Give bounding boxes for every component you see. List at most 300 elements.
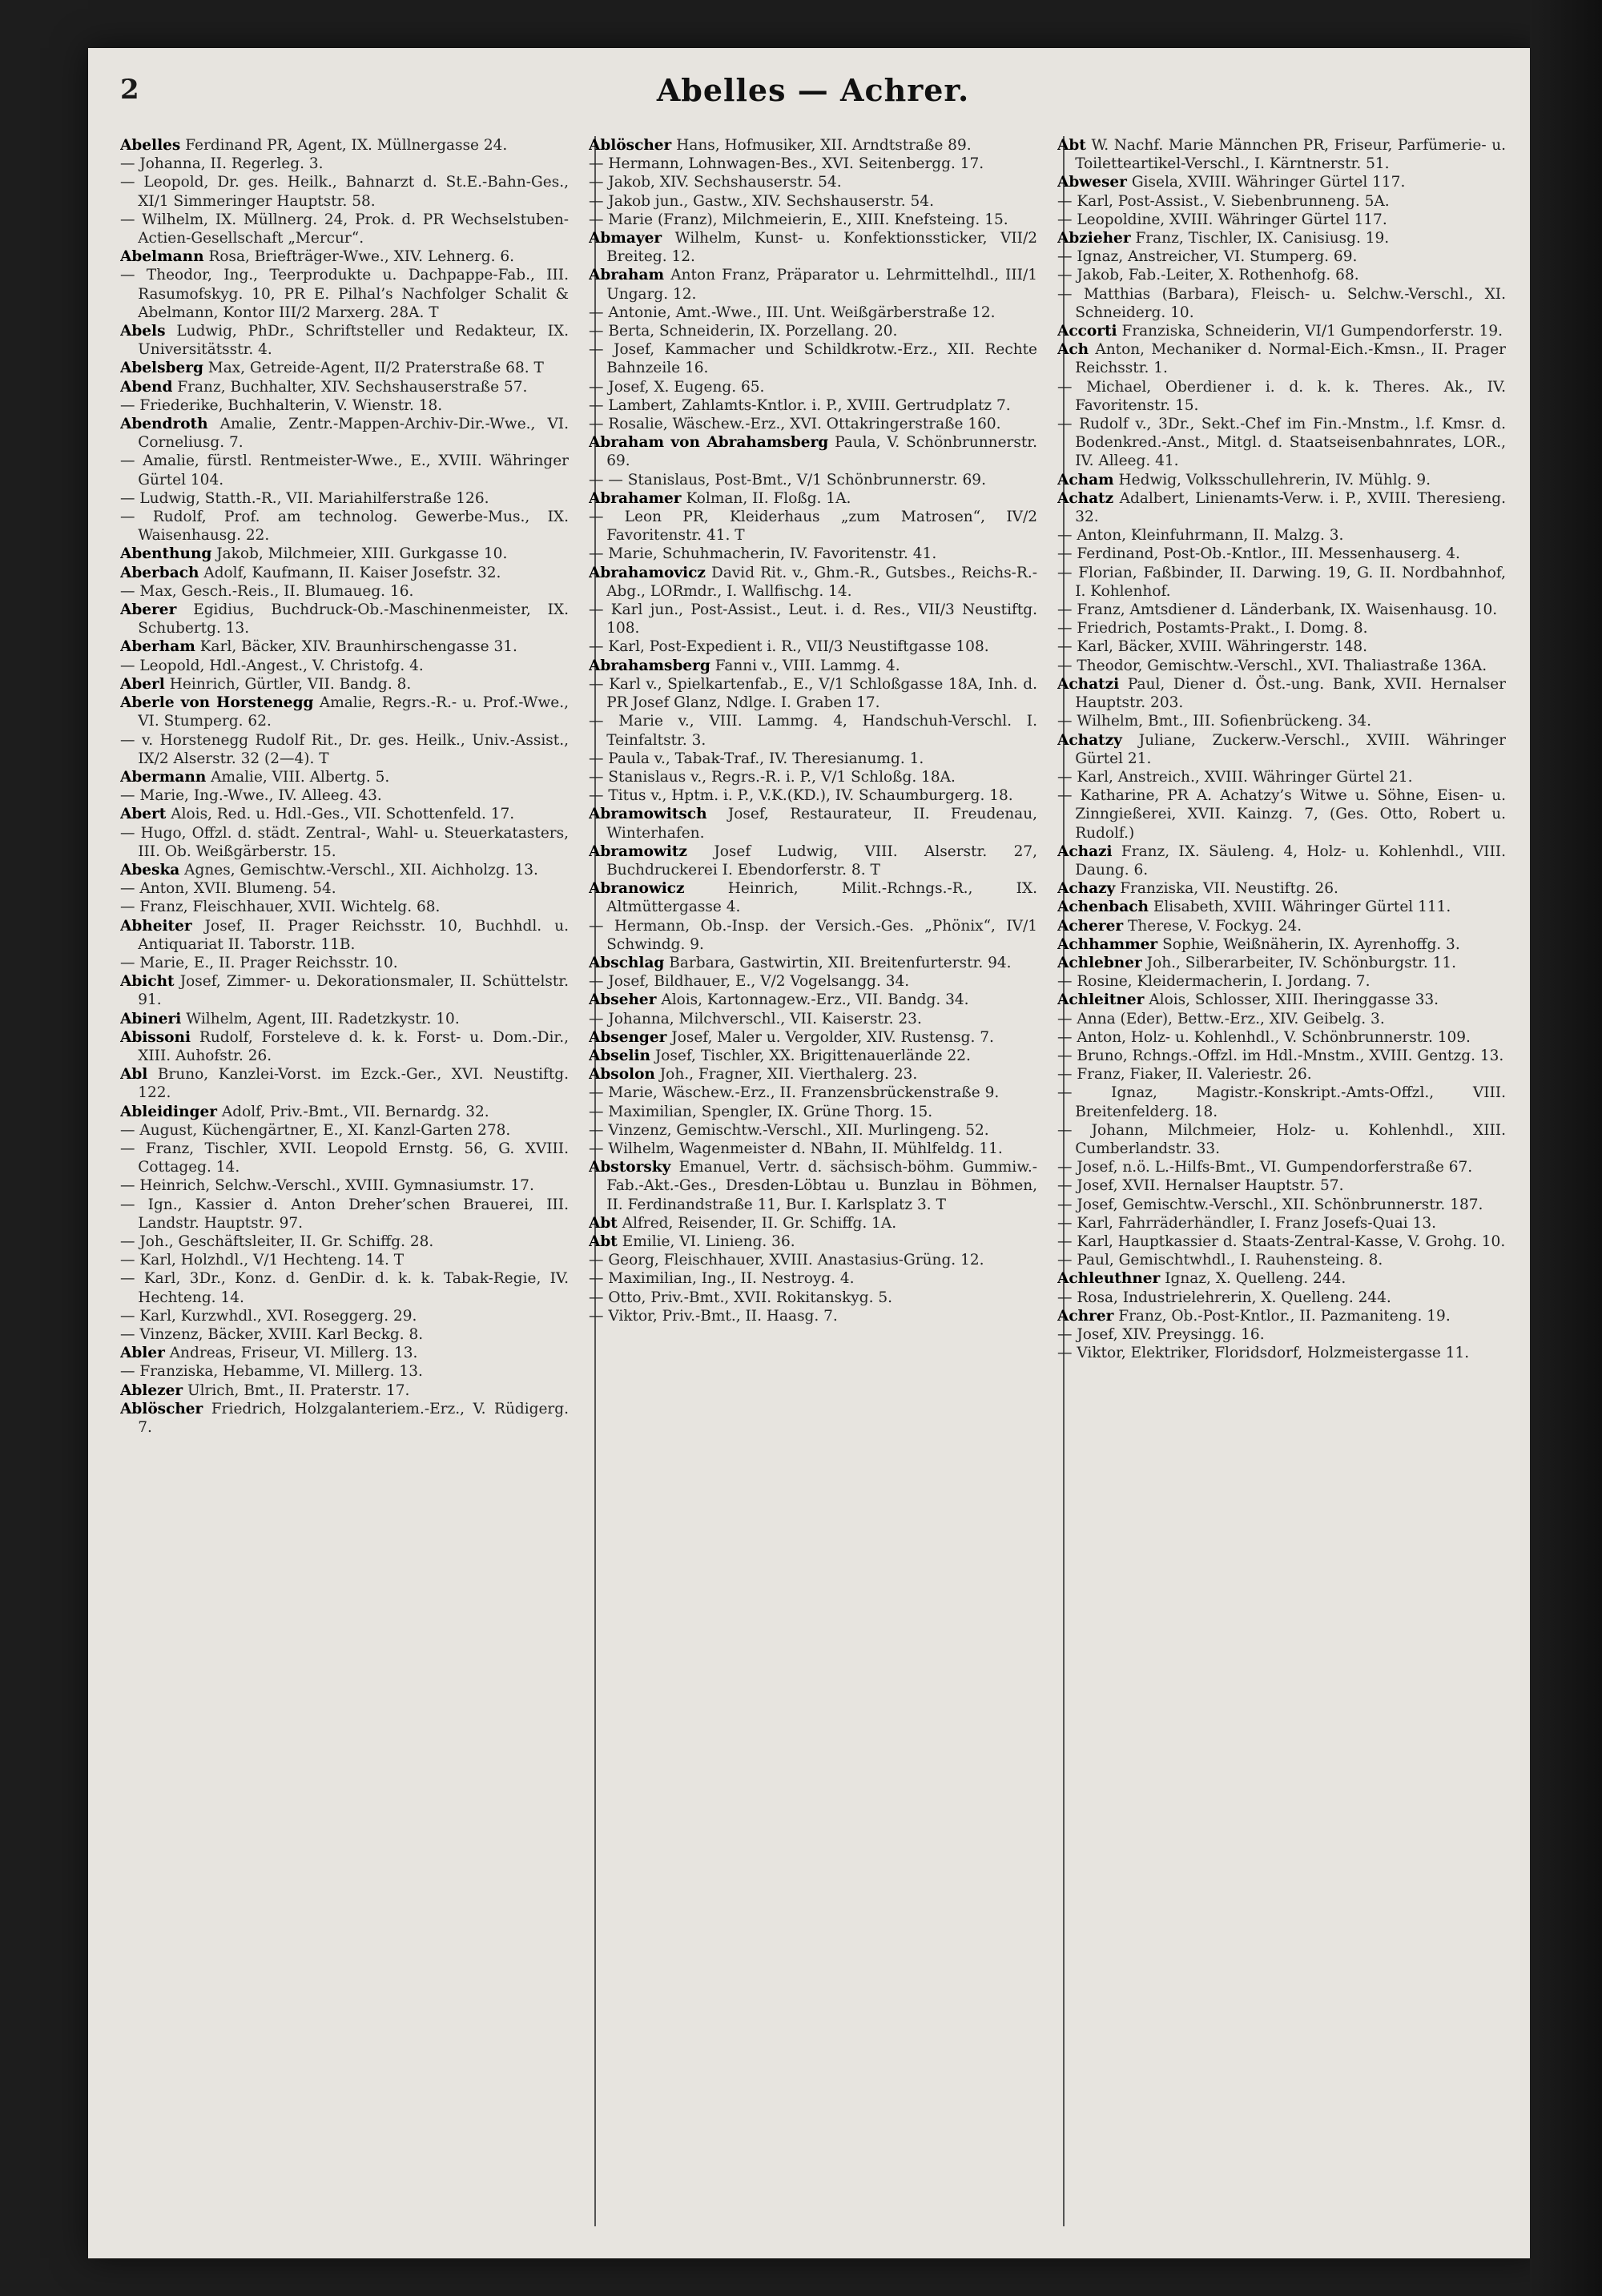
entry-surname: Abl (120, 1066, 148, 1084)
entry-text: — Marie (Franz), Milchmeierin, E., XIII. Knefsteing. 15. (589, 211, 1008, 228)
directory-entry (589, 657, 1037, 675)
entry-text: — Karl, Fahrräderhändler, I. Franz Josefs-Quai 13. (1057, 1214, 1437, 1232)
directory-entry (589, 340, 1037, 377)
directory-entry (120, 508, 569, 545)
entry-text: Emilie, VI. Linieng. 36. (622, 1232, 795, 1250)
directory-entry (120, 378, 569, 396)
column-3 (1057, 136, 1506, 2226)
entry-text: — Karl, Post-Expedient i. R., VII/3 Neustiftgasse 108. (589, 638, 989, 656)
entry-surname: Aberl (120, 675, 165, 693)
entry-surname: Abler (120, 1345, 165, 1362)
directory-entry (120, 266, 569, 322)
entry-text: — Anton, XVII. Blumeng. 54. (120, 880, 336, 898)
directory-entry (120, 1400, 569, 1437)
directory-entry (120, 694, 569, 730)
directory-entry (589, 304, 1037, 322)
directory-entry (589, 1289, 1037, 1307)
page-header (120, 67, 1506, 123)
entry-text: Franz, Ob.-Post-Kntlor., II. Pazmaniteng. 19. (1118, 1307, 1451, 1325)
entry-surname: Abelmann (120, 248, 204, 266)
entry-surname: Abt (589, 1232, 618, 1250)
directory-entry (1057, 1214, 1506, 1232)
directory-entry (589, 1028, 1037, 1047)
directory-entry (1057, 1307, 1506, 1325)
directory-entry (1057, 564, 1506, 601)
entry-text: — Berta, Schneiderin, IX. Porzellang. 20. (589, 323, 898, 340)
entry-surname: Ach (1057, 341, 1089, 359)
directory-entry (589, 1121, 1037, 1140)
directory-entry (589, 155, 1037, 173)
directory-entry (120, 731, 569, 768)
directory-entry (1057, 1121, 1506, 1158)
directory-entry (1057, 322, 1506, 340)
entry-surname: Accorti (1057, 323, 1117, 340)
entry-text: Paul, Diener d. Öst.-ung. Bank, XVII. Hernalser Hauptstr. 203. (1075, 675, 1506, 712)
entry-text: — August, Küchengärtner, E., XI. Kanzl-Garten 278. (120, 1121, 511, 1139)
directory-entry (120, 173, 569, 210)
directory-entry (120, 1325, 569, 1344)
directory-entry (120, 247, 569, 266)
entry-text: Josef, Tischler, XX. Brigittenauerlände 22. (654, 1047, 971, 1064)
entry-text: Sophie, Weißnäherin, IX. Ayrenhoffg. 3. (1162, 935, 1460, 953)
entry-text: Alois, Red. u. Hdl.-Ges., VII. Schottenfeld. 17. (171, 806, 515, 823)
directory-entry (1057, 1047, 1506, 1065)
directory-entry (120, 1251, 569, 1269)
directory-entry (589, 601, 1037, 637)
directory-entry (589, 136, 1037, 155)
entry-text: — Jakob, XIV. Sechshauserstr. 54. (589, 174, 842, 191)
entry-text: Josef Ludwig, VIII. Alserstr. 27, Buchdruckerei I. Ebendorferstr. 8. T (606, 842, 1037, 879)
entry-surname: Achleuthner (1057, 1270, 1161, 1288)
directory-entry (589, 471, 1037, 489)
directory-entry (1057, 1084, 1506, 1120)
entry-surname: Ablezer (120, 1381, 183, 1399)
entry-surname: Abelsberg (120, 360, 203, 377)
directory-entry (1057, 526, 1506, 545)
entry-text: — Bruno, Rchngs.-Offzl. im Hdl.-Mnstm., XVIII. Gentzg. 13. (1057, 1047, 1504, 1064)
directory-entry (1057, 285, 1506, 322)
entry-text: Elisabeth, XVIII. Währinger Gürtel 111. (1153, 899, 1451, 916)
entry-surname: Aberer (120, 601, 177, 619)
entry-text: — Ignaz, Magistr.-Konskript.-Amts-Offzl., VIII. Breitenfelderg. 18. (1057, 1084, 1506, 1120)
entry-text: — Anton, Holz- u. Kohlenhdl., V. Schönbrunnerstr. 109. (1057, 1028, 1471, 1046)
directory-entry (589, 545, 1037, 563)
entry-text: Ulrich, Bmt., II. Praterstr. 17. (187, 1381, 410, 1399)
directory-entry (120, 155, 569, 173)
entry-surname: Ableidinger (120, 1103, 217, 1120)
entry-text: — Viktor, Priv.-Bmt., II. Haasg. 7. (589, 1307, 838, 1325)
entry-text: — Franz, Tischler, XVII. Leopold Ernstg. 56, G. XVIII. Cottageg. 14. (120, 1140, 569, 1176)
entry-surname: Ablöscher (120, 1400, 203, 1417)
entry-text: — Paula v., Tabak-Traf., IV. Theresianumg. 1. (589, 750, 924, 767)
directory-entry (120, 1010, 569, 1028)
entry-surname: Abseher (589, 991, 657, 1009)
directory-entry (1057, 1232, 1506, 1251)
entry-surname: Absolon (589, 1066, 655, 1084)
entry-text: — Josef, XVII. Hernalser Hauptstr. 57. (1057, 1177, 1344, 1195)
entry-surname: Abeska (120, 861, 180, 879)
directory-entry (120, 1307, 569, 1325)
entry-surname: Abend (120, 378, 173, 396)
entry-text: Adolf, Priv.-Bmt., VII. Bernardg. 32. (221, 1103, 489, 1120)
entry-surname: Achhammer (1057, 935, 1158, 953)
directory-entry (1057, 1289, 1506, 1307)
directory-entry (1057, 229, 1506, 247)
directory-entry (120, 972, 569, 1009)
directory-entry (120, 136, 569, 155)
entry-text: — Wilhelm, Wagenmeister d. NBahn, II. Mühlfeldg. 11. (589, 1140, 1003, 1157)
entry-text: — Josef, Gemischtw.-Verschl., XII. Schönbrunnerstr. 187. (1057, 1196, 1483, 1213)
entry-text: — Karl, Kurzwhdl., XVI. Roseggerg. 29. (120, 1307, 417, 1325)
directory-entry (120, 1103, 569, 1121)
directory-entry (120, 545, 569, 563)
directory-entry (589, 1065, 1037, 1084)
entry-surname: Abramowitz (589, 842, 687, 860)
directory-entry (120, 637, 569, 656)
entry-text: — Rosa, Industrielehrerin, X. Quelleng. 244. (1057, 1289, 1391, 1306)
directory-entry (589, 879, 1037, 916)
entry-surname: Abineri (120, 1010, 182, 1027)
directory-entry (589, 1232, 1037, 1251)
entry-text: — Ludwig, Statth.-R., VII. Mariahilferstraße 126. (120, 489, 489, 507)
entry-text: — v. Horstenegg Rudolf Rit., Dr. ges. Heilk., Univ.-Assist., IX/2 Alserstr. 32 (2—4). T (120, 731, 569, 767)
entry-surname: Abt (589, 1214, 618, 1232)
entry-text: Joh., Silberarbeiter, IV. Schönburgstr. 11. (1146, 954, 1457, 971)
entry-text: Rudolf, Forsteleve d. k. k. Forst- u. Dom.-Dir., XIII. Auhofstr. 26. (138, 1028, 569, 1064)
directory-entry (1057, 471, 1506, 489)
entry-text: Kolman, II. Floßg. 1A. (686, 489, 851, 507)
entry-text: Therese, V. Fockyg. 24. (1128, 917, 1302, 935)
entry-surname: Achrer (1057, 1307, 1114, 1325)
entry-text: — Georg, Fleischhauer, XVIII. Anastasius-Grüng. 12. (589, 1252, 984, 1269)
entry-surname: Abselin (589, 1047, 650, 1064)
directory-entry (120, 1140, 569, 1176)
directory-entry (1057, 1065, 1506, 1084)
directory-entry (1057, 637, 1506, 656)
entry-text: — Otto, Priv.-Bmt., XVII. Rokitanskyg. 5. (589, 1289, 893, 1306)
directory-entry (1057, 415, 1506, 471)
directory-entry (1057, 489, 1506, 526)
entry-text: — Anton, Kleinfuhrmann, II. Malzg. 3. (1057, 527, 1344, 545)
entry-text: — Leopold, Hdl.-Angest., V. Christofg. 4. (120, 657, 424, 674)
directory-entry (120, 1196, 569, 1232)
directory-entry (120, 415, 569, 452)
directory-entry (1057, 657, 1506, 675)
entry-text: Joh., Fragner, XII. Vierthalerg. 23. (659, 1066, 918, 1084)
entry-text: — Wilhelm, Bmt., III. Sofienbrückeng. 34. (1057, 713, 1371, 730)
entry-text: — Josef, X. Eugeng. 65. (589, 378, 765, 396)
entry-text: — Florian, Faßbinder, II. Darwing. 19, G. II. Nordbahnhof, I. Kohlenhof. (1057, 564, 1506, 600)
directory-entry (120, 879, 569, 898)
directory-entry (120, 675, 569, 694)
entry-text: — Jakob, Fab.-Leiter, X. Rothenhofg. 68. (1057, 267, 1359, 284)
directory-entry (589, 322, 1037, 340)
directory-entry (120, 396, 569, 415)
entry-text: — Josef, Kammacher und Schildkrotw.-Erz., XII. Rechte Bahnzeile 16. (589, 341, 1037, 377)
entry-text: — Marie, E., II. Prager Reichsstr. 10. (120, 954, 398, 971)
entry-text: — Lambert, Zahlamts-Kntlor. i. P., XVIII. Gertrudplatz 7. (589, 396, 1011, 414)
entry-surname: Abels (120, 323, 166, 340)
entry-surname: Abrahamsberg (589, 657, 710, 674)
entry-text: — Theodor, Ing., Teerprodukte u. Dachpappe-Fab., III. Rasumofskyg. 10, PR E. Pilhal’s Nachfolger Schalit & Abelmann, Kontor III/2 Marxerg. 28A. T (120, 267, 569, 321)
directory-entry (120, 917, 569, 954)
entry-text: — Karl, Post-Assist., V. Siebenbrunneng. 5A. (1057, 192, 1390, 210)
directory-entry (589, 1010, 1037, 1028)
directory-entry (1057, 211, 1506, 229)
directory-entry (1057, 1010, 1506, 1028)
entry-surname: Abelles (120, 137, 181, 154)
entry-surname: Abmayer (589, 230, 662, 247)
entry-text: Heinrich, Milit.-Rchngs.-R., IX. Altmüttergasse 4. (606, 880, 1037, 916)
directory-entry (1057, 1269, 1506, 1288)
entry-text: Gisela, XVIII. Währinger Gürtel 117. (1131, 174, 1406, 191)
entry-text: Egidius, Buchdruck-Ob.-Maschinenmeister, IX. Schubertg. 13. (138, 601, 569, 637)
entry-surname: Abicht (120, 973, 175, 991)
directory-entry (120, 1176, 569, 1195)
entry-surname: Achatzi (1057, 675, 1120, 693)
entry-surname: Abraham (589, 267, 665, 284)
entry-text: Ludwig, PhDr., Schriftsteller und Redakteur, IX. Universitätsstr. 4. (138, 323, 569, 359)
entry-text: — Michael, Oberdiener i. d. k. k. Theres. Ak., IV. Favoritenstr. 15. (1057, 378, 1506, 414)
entry-text: — Josef, Bildhauer, E., V/2 Vogelsangg. 34. (589, 973, 910, 991)
directory-entry (589, 1084, 1037, 1102)
entry-surname: Abranowicz (589, 880, 685, 898)
entry-text: — Ignaz, Anstreicher, VI. Stumperg. 69. (1057, 248, 1358, 266)
entry-text: — — Stanislaus, Post-Bmt., V/1 Schönbrunnerstr. 69. (589, 471, 986, 489)
directory-entry (1057, 954, 1506, 972)
directory-entry (589, 842, 1037, 879)
entry-text: Emanuel, Vertr. d. sächsisch-böhm. Gummiw.-Fab.-Akt.-Ges., Dresden-Löbtau u. Bunzlau in Böhmen, II. Ferdinandstraße 11, Bur. I. Karlsplatz 3. T (606, 1159, 1037, 1213)
entry-text: Agnes, Gemischtw.-Verschl., XII. Aichholzg. 13. (184, 861, 538, 879)
directory-entry (589, 433, 1037, 470)
directory-entry (589, 378, 1037, 396)
directory-entry (1057, 917, 1506, 935)
directory-entry (1057, 266, 1506, 284)
entry-text: Paula, V. Schönbrunnerstr. 69. (606, 434, 1037, 470)
entry-text: Hedwig, Volksschullehrerin, IV. Mühlg. 9. (1118, 471, 1431, 489)
directory-entry (1057, 879, 1506, 898)
entry-text: Rosa, Briefträger-Wwe., XIV. Lehnerg. 6. (208, 248, 515, 266)
directory-entry (1057, 1196, 1506, 1214)
directory-entry (589, 675, 1037, 712)
entry-text: — Karl, Hauptkassier d. Staats-Zentral-Kasse, V. Grohg. 10. (1057, 1232, 1506, 1250)
entry-text: — Max, Gesch.-Reis., II. Blumaueg. 16. (120, 582, 414, 600)
entry-text: Anton, Mechaniker d. Normal-Eich.-Kmsn., II. Prager Reichsstr. 1. (1075, 341, 1506, 377)
directory-entry (589, 786, 1037, 805)
entry-text: — Heinrich, Selchw.-Verschl., XVIII. Gymnasiumstr. 17. (120, 1177, 534, 1195)
entry-text: Wilhelm, Agent, III. Radetzkystr. 10. (186, 1010, 460, 1027)
directory-entry (1057, 935, 1506, 954)
directory-entry (589, 805, 1037, 842)
directory-entry (589, 266, 1037, 303)
directory-entry (1057, 545, 1506, 563)
directory-entry (120, 322, 569, 359)
entry-surname: Abheiter (120, 917, 192, 935)
entry-surname: Abweser (1057, 174, 1127, 191)
directory-entry (589, 917, 1037, 954)
directory-entry (120, 564, 569, 582)
entry-text: — Maximilian, Spengler, IX. Grüne Thorg. 15. (589, 1103, 933, 1120)
entry-text: — Leon PR, Kleiderhaus „zum Matrosen“, IV/2 Favoritenstr. 41. T (589, 509, 1037, 545)
directory-entry (120, 1381, 569, 1400)
directory-entry (120, 1232, 569, 1251)
entry-surname: Achazi (1057, 842, 1113, 860)
directory-entry (120, 359, 569, 377)
entry-text: — Karl, Bäcker, XVIII. Währingerstr. 148. (1057, 638, 1368, 656)
entry-surname: Abramowitsch (589, 806, 707, 823)
directory-entry (1057, 786, 1506, 842)
entry-surname: Abt (1057, 137, 1086, 154)
entry-surname: Abermann (120, 768, 207, 786)
entry-text: Franz, Buchhalter, XIV. Sechshauserstraße 57. (177, 378, 528, 396)
entry-text: Franz, IX. Säuleng. 4, Holz- u. Kohlenhdl., VIII. Daung. 6. (1075, 842, 1506, 879)
entry-text: — Marie v., VIII. Lammg. 4, Handschuh-Verschl. I. Teinfaltstr. 3. (589, 713, 1037, 749)
entry-text: Amalie, VIII. Albertg. 5. (211, 768, 390, 786)
entry-surname: Acham (1057, 471, 1114, 489)
directory-entry (1057, 731, 1506, 768)
directory-entry (589, 229, 1037, 266)
directory-entry (1057, 247, 1506, 266)
directory-entry (589, 972, 1037, 991)
entry-text: Friedrich, Holzgalanteriem.-Erz., V. Rüdigerg. 7. (138, 1400, 569, 1437)
directory-entry (1057, 378, 1506, 415)
entry-surname: Abschlag (589, 954, 665, 971)
entry-surname: Abendroth (120, 416, 208, 433)
directory-entry (120, 898, 569, 916)
entry-surname: Abert (120, 806, 167, 823)
directory-entry (1057, 712, 1506, 730)
directory-entry (120, 489, 569, 508)
entry-text: — Matthias (Barbara), Fleisch- u. Selchw.-Verschl., XI. Schneiderg. 10. (1057, 285, 1506, 321)
directory-entry (120, 861, 569, 879)
entry-text: — Jakob jun., Gastw., XIV. Sechshauserstr. 54. (589, 192, 934, 210)
entry-text: — Marie, Wäschew.-Erz., II. Franzensbrückenstraße 9. (589, 1084, 1000, 1102)
directory-entry (120, 1269, 569, 1306)
directory-entry (1057, 768, 1506, 786)
entry-text: — Ign., Kassier d. Anton Dreher’schen Brauerei, III. Landstr. Hauptstr. 97. (120, 1196, 569, 1232)
entry-surname: Achleitner (1057, 991, 1145, 1009)
directory-entry (589, 1269, 1037, 1288)
directory-entry (589, 712, 1037, 749)
entry-text: Alfred, Reisender, II. Gr. Schiffg. 1A. (622, 1214, 897, 1232)
directory-entry (589, 768, 1037, 786)
entry-text: Franziska, VII. Neustiftg. 26. (1120, 880, 1338, 898)
directory-entry (1057, 898, 1506, 916)
entry-text: — Antonie, Amt.-Wwe., III. Unt. Weißgärberstraße 12. (589, 304, 996, 321)
entry-surname: Aberle von Horstenegg (120, 694, 314, 712)
entry-text: Josef, Zimmer- u. Dekorationsmaler, II. Schüttelstr. 91. (138, 973, 569, 1009)
directory-entry (120, 211, 569, 247)
entry-surname: Absenger (589, 1028, 667, 1046)
directory-entry (589, 1140, 1037, 1158)
directory-entry (1057, 340, 1506, 377)
page-title: Abelles — Achrer. (656, 72, 970, 108)
directory-entry (589, 1214, 1037, 1232)
entry-text: — Johanna, II. Regerleg. 3. (120, 155, 324, 173)
directory-entry (589, 954, 1037, 972)
entry-text: — Franz, Fiaker, II. Valeriestr. 26. (1057, 1066, 1312, 1084)
directory-entry (120, 1362, 569, 1381)
entry-text: Adolf, Kaufmann, II. Kaiser Josefstr. 32. (203, 564, 501, 581)
entry-text: Juliane, Zuckerw.-Verschl., XVIII. Währinger Gürtel 21. (1075, 731, 1506, 767)
entry-text: — Theodor, Gemischtw.-Verschl., XVI. Thaliastraße 136A. (1057, 657, 1487, 674)
directory-entry (1057, 991, 1506, 1009)
entry-text: Wilhelm, Kunst- u. Konfektionssticker, VII/2 Breiteg. 12. (606, 230, 1037, 266)
directory-entry (589, 508, 1037, 545)
directory-columns (120, 136, 1506, 2226)
entry-text: — Ferdinand, Post-Ob.-Kntlor., III. Messenhauserg. 4. (1057, 545, 1460, 563)
entry-text: — Karl jun., Post-Assist., Leut. i. d. Res., VII/3 Neustiftg. 108. (589, 601, 1037, 637)
directory-entry (120, 805, 569, 823)
directory-page (88, 48, 1538, 2258)
entry-text: Franziska, Schneiderin, VI/1 Gumpendorferstr. 19. (1121, 323, 1503, 340)
entry-text: Karl, Bäcker, XIV. Braunhirschengasse 31. (199, 638, 517, 656)
entry-text: — Rudolf, Prof. am technolog. Gewerbe-Mus., IX. Waisenhausg. 22. (120, 509, 569, 545)
directory-entry (589, 173, 1037, 191)
entry-text: Alois, Schlosser, XIII. Iheringgasse 33. (1149, 991, 1439, 1009)
directory-entry (1057, 675, 1506, 712)
entry-text: Ignaz, X. Quelleng. 244. (1165, 1270, 1346, 1288)
entry-text: — Friedrich, Postamts-Prakt., I. Domg. 8. (1057, 620, 1368, 637)
entry-surname: Acherer (1057, 917, 1124, 935)
entry-text: Hans, Hofmusiker, XII. Arndtstraße 89. (676, 137, 972, 154)
entry-text: — Franz, Fleischhauer, XVII. Wichtelg. 68. (120, 899, 441, 916)
directory-entry (589, 396, 1037, 415)
entry-text: — Anna (Eder), Bettw.-Erz., XIV. Geibelg. 3. (1057, 1010, 1385, 1027)
entry-text: — Paul, Gemischtwhdl., I. Rauhensteing. 8. (1057, 1252, 1383, 1269)
directory-entry (589, 564, 1037, 601)
directory-entry (120, 601, 569, 637)
entry-text: — Leopold, Dr. ges. Heilk., Bahnarzt d. St.E.-Bahn-Ges., XI/1 Simmeringer Hauptstr. 58. (120, 174, 569, 210)
directory-entry (589, 750, 1037, 768)
directory-entry (1057, 1251, 1506, 1269)
directory-entry (1057, 173, 1506, 191)
entry-text: — Katharine, PR A. Achatzy’s Witwe u. Söhne, Eisen- u. Zinngießerei, XVII. Kainzg. 7, (Ges. Otto, Robert u. Rudolf.) (1057, 787, 1506, 842)
entry-surname: Achenbach (1057, 899, 1149, 916)
entry-text: — Amalie, fürstl. Rentmeister-Wwe., E., XVIII. Währinger Gürtel 104. (120, 452, 569, 489)
entry-text: — Joh., Geschäftsleiter, II. Gr. Schiffg. 28. (120, 1232, 434, 1250)
entry-text: — Hermann, Ob.-Insp. der Versich.-Ges. „Phönix“, IV/1 Schwindg. 9. (589, 917, 1037, 953)
entry-surname: Aberham (120, 638, 195, 656)
entry-text: Adalbert, Linienamts-Verw. i. P., XVIII. Theresieng. 32. (1075, 489, 1506, 526)
entry-text: — Josef, XIV. Preysingg. 16. (1057, 1326, 1265, 1343)
entry-text: — Hugo, Offzl. d. städt. Zentral-, Wahl- u. Steuerkatasters, III. Ob. Weißgärberstr. 15. (120, 824, 569, 860)
directory-entry (589, 1158, 1037, 1214)
entry-text: — Stanislaus v., Regrs.-R. i. P., V/1 Schloßg. 18A. (589, 768, 956, 786)
entry-text: Amalie, Zentr.-Mappen-Archiv-Dir.-Wwe., VI. Corneliusg. 7. (138, 416, 569, 452)
entry-text: Fanni v., VIII. Lammg. 4. (714, 657, 900, 674)
entry-text: — Wilhelm, IX. Müllnerg. 24, Prok. d. PR Wechselstuben-Actien-Gesellschaft „Mercur“. (120, 211, 569, 247)
directory-entry (120, 954, 569, 972)
entry-surname: Abraham von Abrahamsberg (589, 434, 829, 452)
directory-entry (120, 582, 569, 601)
directory-entry (120, 824, 569, 861)
entry-text: — Titus v., Hptm. i. P., V.K.(KD.), IV. Schaumburgerg. 18. (589, 787, 1013, 805)
entry-text: — Hermann, Lohnwagen-Bes., XVI. Seitenbergg. 17. (589, 155, 984, 173)
entry-text: — Vinzenz, Bäcker, XVIII. Karl Beckg. 8. (120, 1326, 424, 1343)
entry-text: — Johanna, Milchverschl., VII. Kaiserstr. 23. (589, 1010, 922, 1027)
entry-text: Josef, Restaurateur, II. Freudenau, Winterhafen. (606, 806, 1037, 842)
entry-text: — Vinzenz, Gemischtw.-Verschl., XII. Murlingeng. 52. (589, 1121, 989, 1139)
directory-entry (120, 1121, 569, 1140)
directory-entry (1057, 842, 1506, 879)
directory-entry (589, 211, 1037, 229)
directory-entry (589, 192, 1037, 211)
entry-surname: Abzieher (1057, 230, 1131, 247)
directory-entry (120, 657, 569, 675)
entry-text: — Rosalie, Wäschew.-Erz., XVI. Ottakringerstraße 160. (589, 416, 1001, 433)
directory-entry (120, 1028, 569, 1065)
